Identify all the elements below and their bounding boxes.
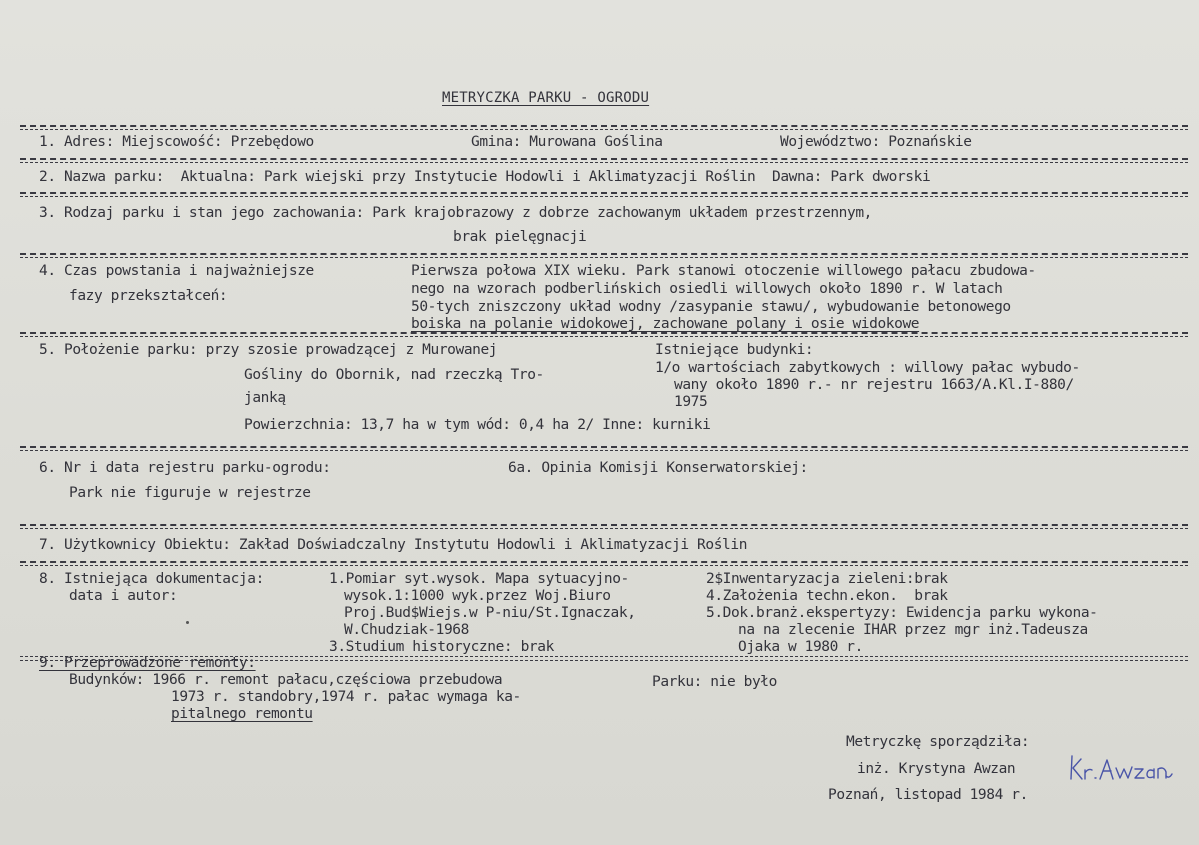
- separator: [20, 192, 1188, 194]
- documentation-item-2: 2$Inwentaryzacja zieleni:brak: [706, 571, 948, 587]
- renovations-buildings-1: Budynków: 1966 r. remont pałacu,częściowa przebudowa: [69, 672, 503, 688]
- history-line-4: boiska na polanie widokowej, zachowane polany i osie widokowe: [411, 316, 920, 332]
- place-and-date: Poznań, listopad 1984 r.: [828, 787, 1028, 803]
- history-line-2: nego na wzorach podberlińskich osiedli willowych około 1890 r. W latach: [411, 281, 1003, 297]
- separator: [20, 162, 1188, 163]
- documentation-item-1d: W.Chudziak-1968: [344, 622, 469, 638]
- separator: [20, 524, 1188, 526]
- preparer-name: inż. Krystyna Awzan: [857, 761, 1016, 777]
- park-name-field: 2. Nazwa parku: Aktualna: Park wiejski przy Instytucie Hodowli i Aklimatyzacji Roślin Dawna: Park dworski: [39, 169, 931, 185]
- renovations-buildings-3: pitalnego remontu: [171, 706, 313, 722]
- park-type-continued: brak pielęgnacji: [453, 229, 587, 245]
- prepared-by-label: Metryczkę sporządziła:: [846, 734, 1030, 750]
- buildings-label: Istniejące budynki:: [655, 342, 814, 358]
- history-label-continued: fazy przekształceń:: [69, 288, 228, 304]
- users-field: 7. Użytkownicy Obiektu: Zakład Doświadczalny Instytutu Hodowli i Aklimatyzacji Roślin: [39, 537, 748, 553]
- separator: [20, 196, 1188, 197]
- ink-dot: [186, 621, 189, 624]
- documentation-item-4: 4.Założenia techn.ekon. brak: [706, 588, 948, 604]
- renovations-park: Parku: nie było: [652, 674, 777, 690]
- documentation-label-continued: data i autor:: [69, 588, 178, 604]
- separator: [20, 561, 1188, 563]
- separator: [20, 125, 1188, 127]
- separator: [20, 332, 1188, 334]
- gmina-field: Gmina: Murowana Goślina: [471, 134, 663, 150]
- renovations-label: 9. Przeprowadzone remonty:: [39, 655, 256, 671]
- park-type-field: 3. Rodzaj parku i stan jego zachowania: Park krajobrazowy z dobrze zachowanym układem przestrzennym,: [39, 205, 872, 221]
- voivodeship-field: Województwo: Poznańskie: [780, 134, 972, 150]
- signature-image: [1068, 752, 1174, 784]
- documentation-item-1b: wysok.1:1000 wyk.przez Woj.Biuro: [344, 588, 611, 604]
- register-value: Park nie figuruje w rejestrze: [69, 485, 311, 501]
- documentation-item-5c: Ojaka w 1980 r.: [738, 639, 863, 655]
- separator: [20, 528, 1188, 529]
- location-continued-2: janką: [244, 390, 286, 406]
- document-title: METRYCZKA PARKU - OGRODU: [442, 90, 650, 106]
- commission-opinion-label: 6a. Opinia Komisji Konserwatorskiej:: [508, 460, 808, 476]
- separator: [20, 257, 1188, 258]
- documentation-item-5a: 5.Dok.branż.ekspertyzy: Ewidencja parku wykona-: [706, 605, 1098, 621]
- buildings-line-1: 1/o wartościach zabytkowych : willowy pałac wybudo-: [655, 360, 1080, 376]
- location-field: 5. Położenie parku: przy szosie prowadzącej z Murowanej: [39, 342, 498, 358]
- separator: [20, 253, 1188, 255]
- history-line-1: Pierwsza połowa XIX wieku. Park stanowi otoczenie willowego pałacu zbudowa-: [411, 263, 1036, 279]
- buildings-line-2: wany około 1890 r.- nr rejestru 1663/A.Kl.I-880/: [674, 377, 1074, 393]
- renovations-buildings-2: 1973 r. standobry,1974 r. pałac wymaga ka-: [171, 689, 521, 705]
- history-line-3: 50-tych zniszczony układ wodny /zasypanie stawu/, wybudowanie betonowego: [411, 299, 1011, 315]
- documentation-item-1c: Proj.Bud$Wiejs.w P-niu/St.Ignaczak,: [344, 605, 636, 621]
- separator: [20, 450, 1188, 451]
- location-continued-1: Gośliny do Obornik, nad rzeczką Tro-: [244, 367, 544, 383]
- address-field: 1. Adres: Miejscowość: Przebędowo: [39, 134, 314, 150]
- separator: [20, 336, 1188, 337]
- documentation-label: 8. Istniejąca dokumentacja:: [39, 571, 264, 587]
- buildings-line-3: 1975: [674, 394, 708, 410]
- separator: [20, 129, 1188, 130]
- history-label: 4. Czas powstania i najważniejsze: [39, 263, 314, 279]
- documentation-item-5b: na na zlecenie IHAR przez mgr inż.Tadeusza: [738, 622, 1088, 638]
- separator: [20, 446, 1188, 448]
- documentation-item-3: 3.Studium historyczne: brak: [329, 639, 554, 655]
- separator: [20, 565, 1188, 566]
- separator: [20, 158, 1188, 160]
- area-field: Powierzchnia: 13,7 ha w tym wód: 0,4 ha 2/ Inne: kurniki: [244, 417, 711, 433]
- documentation-item-1a: 1.Pomiar syt.wysok. Mapa sytuacyjno-: [329, 571, 629, 587]
- register-label: 6. Nr i data rejestru parku-ogrodu:: [39, 460, 331, 476]
